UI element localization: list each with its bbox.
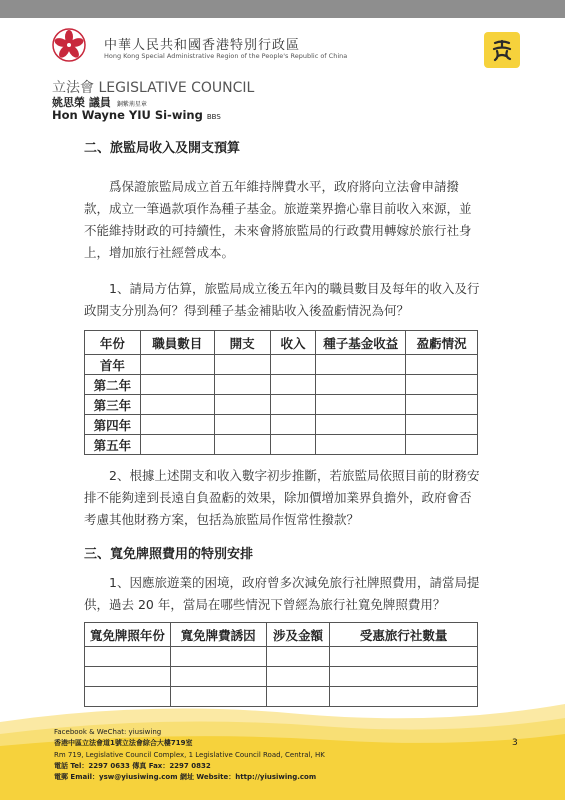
member-name-zh: 姚思榮 議員 銅紫荊星章 <box>52 96 147 109</box>
document-body <box>84 137 480 707</box>
bauhinia-emblem-icon <box>52 28 86 62</box>
row-label: 第二年 <box>85 375 141 395</box>
row-label: 第五年 <box>85 435 141 455</box>
member-honour-zh: 銅紫荊星章 <box>116 101 147 108</box>
table-header-cell: 開支 <box>214 331 270 355</box>
footer-address-en: Rm 719, Legislative Council Complex, 1 Legislative Council Road, Central, HK <box>54 750 325 759</box>
table-header-cell: 收入 <box>270 331 316 355</box>
table-row <box>85 667 478 687</box>
table-row <box>85 395 478 415</box>
row-label: 第三年 <box>85 395 141 415</box>
government-name-zh: 中華人民共和國香港特別行政區 <box>104 38 301 53</box>
legislator-logo-icon <box>484 32 520 68</box>
member-name-en: Hon Wayne YIU Si-wing BBS <box>52 108 221 122</box>
footer-phone-fax: 電話 Tel：2297 0633 傳真 Fax：2297 0832 <box>54 761 211 770</box>
table-header-cell: 寬免牌費誘因 <box>170 623 266 647</box>
table-header-row <box>85 623 478 647</box>
paragraph: 爲保證旅監局成立首五年維持牌費水平，政府將向立法會申請撥款，成立一筆過款項作為種子基金。旅遊業界擔心靠目前收入來源，並不能維持財政的可持續性，未來會將旅監局的行政費用轉嫁於旅行社身上，增加旅行社經營成本。 <box>84 179 472 260</box>
footer-contact <box>54 727 325 783</box>
budget-table <box>84 330 478 455</box>
table-header-cell: 涉及金額 <box>266 623 330 647</box>
question: 2、根據上述開支和收入數字初步推斷，若旅監局依照目前的財務安排不能夠達到長遠自負盈虧的效果，除加價增加業界負擔外，政府會否考慮其他財務方案，包括為旅監局作恆常性撥款？ <box>84 468 480 527</box>
footer-email-website: 電郵 Email：ysw@yiusiwing.com 網址 Website：http://yiusiwing.com <box>54 773 317 782</box>
row-label: 首年 <box>85 355 141 375</box>
question: 1、請局方估算，旅監局成立後五年內的職員數目及每年的收入及行政開支分別為何？得到種子基金補貼收入後盈虧情況為何？ <box>84 281 480 318</box>
table-header-row <box>85 331 478 355</box>
table-header-cell: 職員數目 <box>140 331 214 355</box>
table-row <box>85 647 478 667</box>
page-number: 3 <box>512 738 518 748</box>
section-heading: 二、旅監局收入及開支預算 <box>84 141 241 156</box>
member-honour-en: BBS <box>206 113 221 121</box>
top-bar <box>0 0 565 18</box>
government-name-en: Hong Kong Special Administrative Region of the People's Republic of China <box>104 52 348 60</box>
row-label: 第四年 <box>85 415 141 435</box>
table-row <box>85 435 478 455</box>
table-header-cell: 盈虧情況 <box>406 331 478 355</box>
question: 1、因應旅遊業的困境，政府曾多次減免旅行社牌照費用，請當局提供，過去 20 年，當局在哪些情況下曾經為旅行社寬免牌照費用？ <box>84 575 480 612</box>
table-row <box>85 375 478 395</box>
table-header-cell: 年份 <box>85 331 141 355</box>
table-header-cell: 種子基金收益 <box>316 331 406 355</box>
table-row <box>85 415 478 435</box>
footer-address-zh: 香港中區立法會道1號立法會綜合大樓719室 <box>54 739 193 748</box>
legislative-council-label: 立法會 LEGISLATIVE COUNCIL <box>52 80 255 96</box>
table-header-cell: 寬免牌照年份 <box>85 623 171 647</box>
table-header-cell: 受惠旅行社數量 <box>330 623 478 647</box>
footer-social: Facebook & WeChat: yiusiwing <box>54 728 162 736</box>
section-heading: 三、寬免牌照費用的特別安排 <box>84 547 254 562</box>
table-row <box>85 355 478 375</box>
